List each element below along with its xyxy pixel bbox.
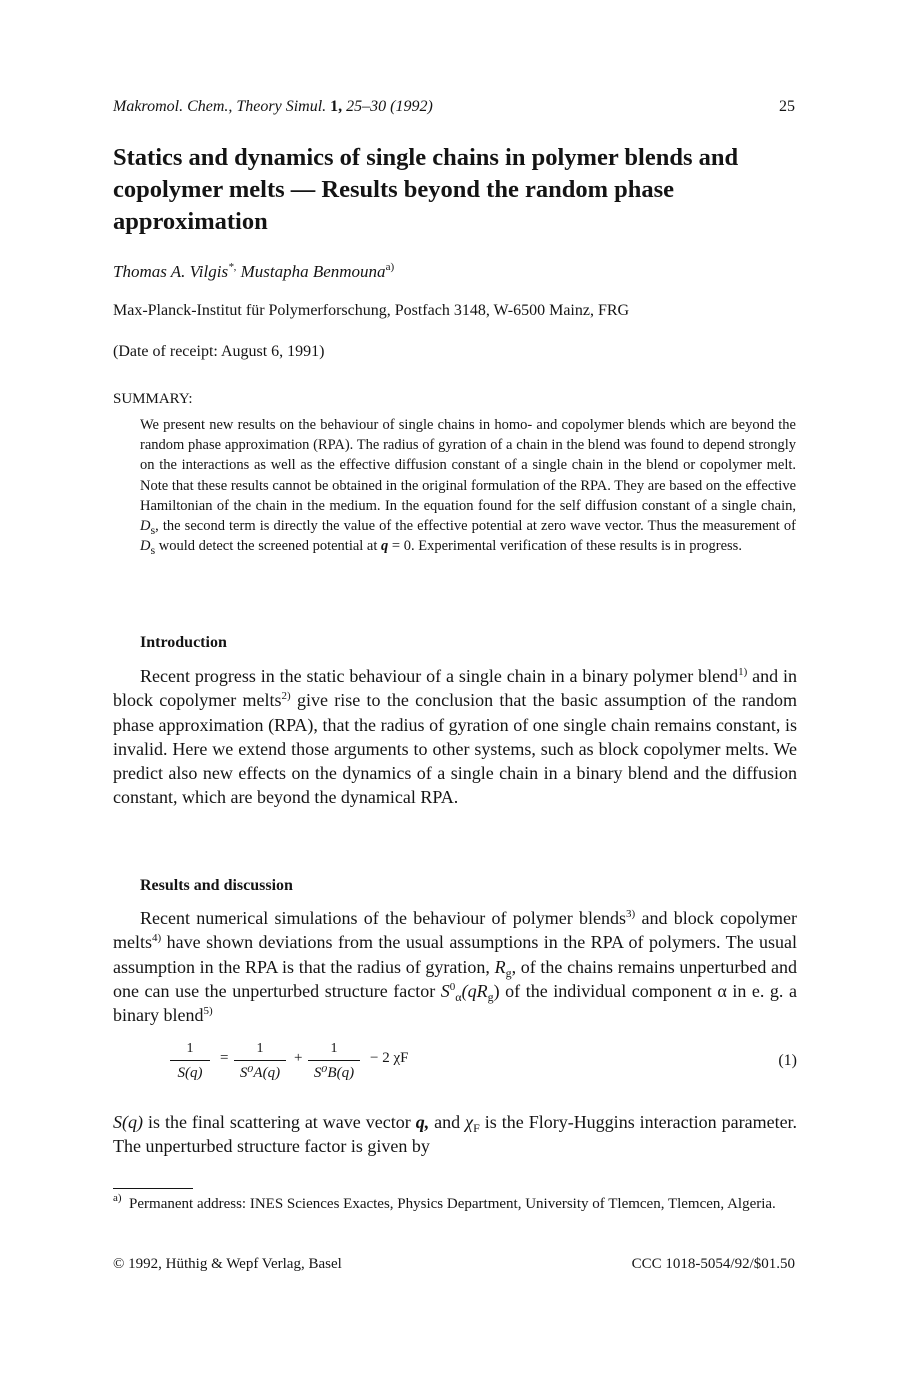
after-equation-paragraph [113,1110,797,1159]
plus-sign: + [294,1050,303,1066]
numerator: 1 [256,1041,264,1056]
volume: 1, [330,98,343,115]
symbol-ds: D [140,538,151,555]
section-heading-results: Results and discussion [140,877,293,894]
symbol-q: q, [415,1112,430,1132]
numerator: 1 [330,1041,338,1056]
reference-mark: 3) [626,908,636,920]
text-part: give rise to the conclusion that the basic assumption of the random phase approximation (RPA), that the radius of gyration of one single chain remains constant, is invalid. Here we extend those arguments to other systems, such as block copolymer melts. We predict also new effects on the dynamics of a single chain in a binary blend and the diffusion constant, which are beyond the dynamical RPA. [113,690,797,808]
text-part: is the final scattering at wave vector [147,1112,411,1132]
ccc-code: CCC 1018-5054/92/$01.50 [631,1256,795,1272]
page-footer [113,1256,797,1273]
text-part: and block copolymer melts [113,908,797,953]
reference-mark: 2) [281,690,291,703]
subscript: s [150,543,156,558]
fraction-a [234,1038,286,1085]
equals-sign: = [220,1050,229,1066]
author-name: Mustapha Benmouna [240,262,386,281]
author-name: Thomas A. Vilgis [113,262,229,281]
receipt-date: (Date of receipt: August 6, 1991) [113,343,325,360]
denominator: S(q) [177,1065,203,1081]
summary-part: would detect the screened potential at [158,538,378,555]
denominator: S⁰A(q) [239,1065,281,1081]
author-list [113,262,394,282]
journal-name: Makromol. Chem., Theory Simul. [113,98,327,115]
summary-part: We present new results on the behaviour of single chains in homo- and copolymer blends which are beyond the random phase approximation (RPA). The radius of gyration of a chain in the blend was found to depend strongly on the interactions as well as the effective diffusion constant of a single chain in the blend or copolymer melt. Note that these results cannot be obtained in the original formulation of the RPA. They are based on the effective Hamiltonian of the chain in the medium. In the equation found for the self diffusion constant of a single chain, [140,417,796,514]
reference-mark: 4) [152,932,162,945]
symbol-rg: R [494,956,506,977]
chi-term: − 2 χF [370,1050,409,1066]
introduction-paragraph [113,664,797,810]
denominator: S⁰B(q) [313,1065,355,1081]
text-part: have shown deviations from the usual assumptions in the RPA of polymers. The usual assumption in the RPA is that the radius of gyration, [113,932,798,977]
text-part: of the individual component α in e. g. a binary blend [113,980,797,1026]
subscript: F [473,1121,480,1135]
text-part: , of the chains remains unperturbed and one can use the unperturbed structure factor [113,956,798,1001]
text-part: Recent numerical simulations of the behaviour of polymer blends [140,908,627,928]
fraction-left [170,1038,210,1085]
symbol-chi: χ [465,1112,474,1132]
fraction-b [308,1038,360,1085]
author-mark: *, [228,261,237,273]
symbol-arg: (qR [461,980,488,1001]
equation-1 [170,1038,797,1090]
text-part: Recent progress in the static behaviour of a single chain in a binary polymer blend [140,666,739,686]
subscript: α [455,989,462,1004]
footnote [113,1194,824,1215]
summary-part: = 0. Experimental verification of these results is in progress. [391,538,742,555]
paper-title: Statics and dynamics of single chains in polymer blends and copolymer melts — Results beyond the random phase approximation [113,144,739,235]
numerator: 1 [186,1041,194,1056]
text-part: and [434,1112,461,1132]
results-paragraph [113,906,797,1027]
summary-heading: SUMMARY: [113,391,193,407]
subscript: g [505,965,512,980]
symbol-ds: D [140,518,151,535]
symbol-q: q [381,538,389,555]
summary-part: , the second term is directly the value of the effective potential at zero wave vector. Thus the measurement of [155,518,796,535]
footnote-mark: a) [113,1192,122,1204]
subscript: s [150,523,156,538]
reference-mark: 1) [738,666,748,678]
page-range: 25–30 (1992) [346,98,433,115]
page-number: 25 [779,98,795,115]
summary-text [140,415,796,556]
copyright: © 1992, Hüthig & Wepf Verlag, Basel [113,1256,342,1272]
symbol-s0: S [440,980,450,1001]
running-head [113,96,797,118]
author-mark: a) [385,261,395,273]
affiliation: Max-Planck-Institut für Polymerforschung, Postfach 3148, W-6500 Mainz, FRG [113,302,630,319]
equation-number: (1) [778,1052,797,1069]
symbol-s: S(q) [113,1112,143,1132]
text-part: and in block copolymer melts [113,666,797,711]
paren: ) [493,980,500,1001]
text-part: is the Flory-Huggins interaction parameter. The unperturbed structure factor is given by [113,1112,798,1157]
footnote-rule [113,1188,193,1189]
reference-mark: 5) [203,1005,213,1018]
superscript: 0 [449,980,456,993]
section-heading-introduction: Introduction [140,634,227,651]
footnote-text: Permanent address: INES Sciences Exactes, Physics Department, University of Tlemcen, Tlemcen, Algeria. [129,1196,776,1212]
subscript: g [487,989,494,1004]
